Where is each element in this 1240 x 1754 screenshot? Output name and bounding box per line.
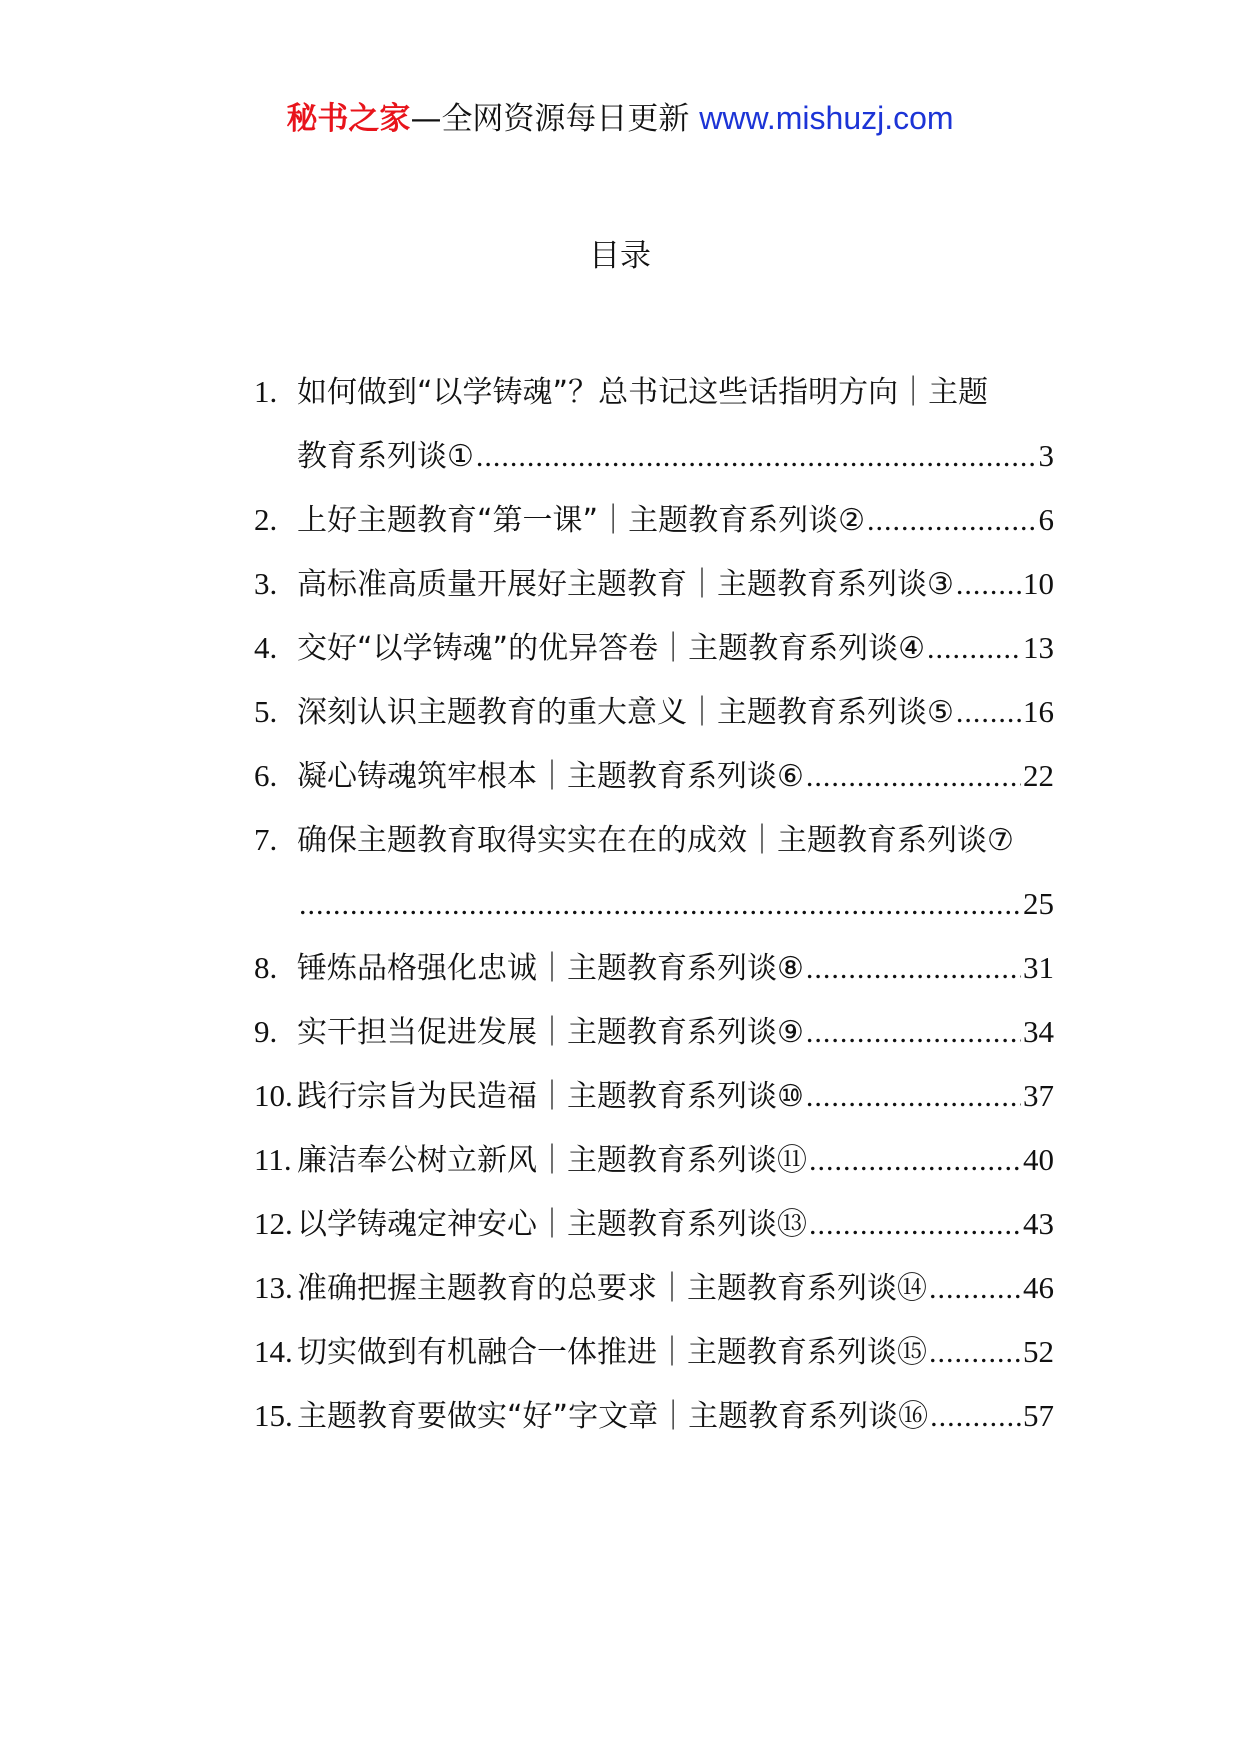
table-of-contents xyxy=(254,360,1054,1448)
toc-entry-number: 9. xyxy=(254,1014,278,1049)
dot-leader xyxy=(806,937,1021,1001)
toc-entry-page: 25 xyxy=(1023,886,1054,921)
toc-entry-page: 57 xyxy=(1023,1398,1054,1433)
dot-leader xyxy=(809,1129,1021,1193)
toc-entry-number: 11. xyxy=(254,1142,292,1177)
toc-entry-title: 主题教育要做实“好”字文章｜主题教育系列谈⑯ xyxy=(297,1399,929,1434)
toc-entry-title: 确保主题教育取得实实在在的成效｜主题教育系列谈⑦ xyxy=(297,823,1014,858)
site-url-link[interactable]: www.mishuzj.com xyxy=(699,100,954,136)
toc-entry-number: 13. xyxy=(254,1270,293,1305)
toc-entry[interactable] xyxy=(254,936,1054,1000)
toc-entry[interactable] xyxy=(254,1000,1054,1064)
toc-entry-title: 实干担当促进发展｜主题教育系列谈⑨ xyxy=(297,1015,804,1050)
toc-entry[interactable] xyxy=(254,1192,1054,1256)
dot-leader xyxy=(806,745,1021,809)
dot-leader xyxy=(929,1257,1021,1321)
slogan: —全网资源每日更新 xyxy=(410,101,700,137)
toc-entry[interactable] xyxy=(254,1320,1054,1384)
toc-entry[interactable] xyxy=(254,1128,1054,1192)
toc-entry-title: 如何做到“以学铸魂”？总书记这些话指明方向｜主题 xyxy=(297,375,989,410)
toc-entry-number: 8. xyxy=(254,950,278,985)
dot-leader xyxy=(927,617,1021,681)
toc-entry-title: 以学铸魂定神安心｜主题教育系列谈⑬ xyxy=(297,1207,807,1242)
toc-entry[interactable] xyxy=(254,616,1054,680)
toc-entry[interactable] xyxy=(254,1384,1054,1448)
toc-entry-page: 22 xyxy=(1023,758,1054,793)
toc-entry-number: 7. xyxy=(254,822,278,857)
toc-entry-number: 2. xyxy=(254,502,278,537)
site-banner xyxy=(0,98,1240,139)
toc-entry-title: 高标准高质量开展好主题教育｜主题教育系列谈③ xyxy=(297,567,954,602)
toc-entry-page: 37 xyxy=(1023,1078,1054,1113)
toc-entry[interactable] xyxy=(254,680,1054,744)
toc-entry-page: 16 xyxy=(1023,694,1054,729)
toc-entry-page: 43 xyxy=(1023,1206,1054,1241)
dot-leader xyxy=(476,425,1037,489)
toc-entry-title: 践行宗旨为民造福｜主题教育系列谈⑩ xyxy=(297,1079,804,1114)
toc-entry-title: 准确把握主题教育的总要求｜主题教育系列谈⑭ xyxy=(297,1271,927,1306)
toc-entry-number: 12. xyxy=(254,1206,293,1241)
toc-entry-page: 10 xyxy=(1023,566,1054,601)
brand-name: 秘书之家 xyxy=(286,101,411,137)
toc-entry-title: 廉洁奉公树立新风｜主题教育系列谈⑪ xyxy=(297,1143,807,1178)
toc-entry-number: 5. xyxy=(254,694,278,729)
toc-entry-title: 切实做到有机融合一体推进｜主题教育系列谈⑮ xyxy=(297,1335,927,1370)
toc-entry-page: 31 xyxy=(1023,950,1054,985)
toc-entry[interactable] xyxy=(254,744,1054,808)
toc-entry-page: 13 xyxy=(1023,630,1054,665)
toc-entry[interactable] xyxy=(254,360,1054,488)
toc-entry-page: 34 xyxy=(1023,1014,1054,1049)
toc-entry-title: 凝心铸魂筑牢根本｜主题教育系列谈⑥ xyxy=(297,759,804,794)
toc-entry-number: 1. xyxy=(254,374,278,409)
toc-entry-title: 上好主题教育“第一课”｜主题教育系列谈② xyxy=(297,503,865,538)
toc-entry-number: 4. xyxy=(254,630,278,665)
toc-entry[interactable] xyxy=(254,488,1054,552)
dot-leader xyxy=(929,1321,1021,1385)
dot-leader xyxy=(930,1385,1021,1449)
toc-entry[interactable] xyxy=(254,1256,1054,1320)
toc-entry-number: 3. xyxy=(254,566,278,601)
toc-entry-page: 3 xyxy=(1038,438,1054,473)
toc-entry-number: 10. xyxy=(254,1078,293,1113)
toc-entry-title-continued: 教育系列谈① xyxy=(297,439,474,474)
dot-leader xyxy=(299,873,1021,937)
toc-entry-page: 46 xyxy=(1023,1270,1054,1305)
dot-leader xyxy=(809,1193,1021,1257)
dot-leader xyxy=(806,1065,1021,1129)
dot-leader xyxy=(806,1001,1021,1065)
toc-entry-page: 52 xyxy=(1023,1334,1054,1369)
toc-entry-title: 锤炼品格强化忠诚｜主题教育系列谈⑧ xyxy=(297,951,804,986)
toc-entry[interactable] xyxy=(254,552,1054,616)
toc-title: 目录 xyxy=(589,238,651,274)
dot-leader xyxy=(956,681,1021,745)
toc-entry-title: 交好“以学铸魂”的优异答卷｜主题教育系列谈④ xyxy=(297,631,925,666)
toc-entry[interactable] xyxy=(254,808,1054,936)
toc-entry-number: 15. xyxy=(254,1398,293,1433)
toc-entry-page: 6 xyxy=(1038,502,1054,537)
toc-entry-number: 6. xyxy=(254,758,278,793)
toc-entry-page: 40 xyxy=(1023,1142,1054,1177)
toc-entry[interactable] xyxy=(254,1064,1054,1128)
toc-entry-title: 深刻认识主题教育的重大意义｜主题教育系列谈⑤ xyxy=(297,695,954,730)
toc-entry-number: 14. xyxy=(254,1334,293,1369)
dot-leader xyxy=(867,489,1037,553)
dot-leader xyxy=(956,553,1021,617)
